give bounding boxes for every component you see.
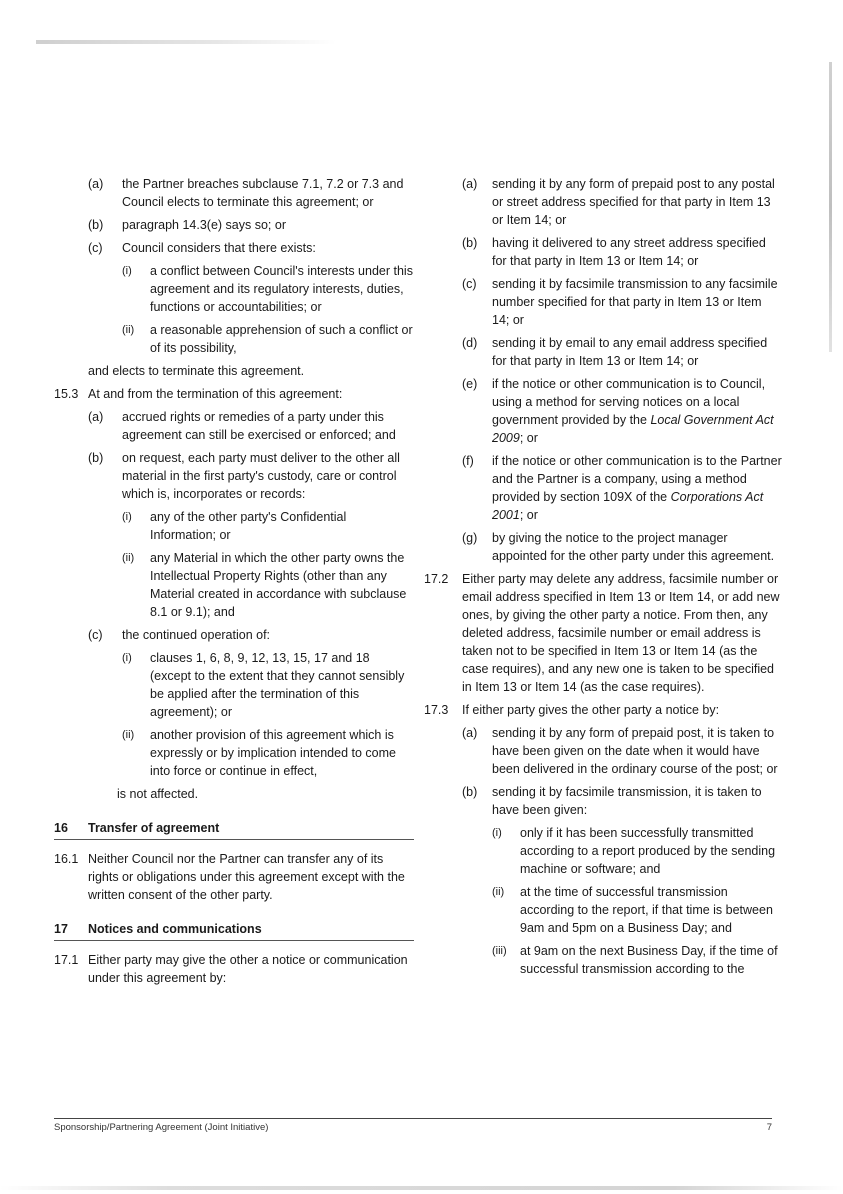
item-text: having it delivered to any street address specified for that party in Item 13 or Item 14; or — [492, 236, 766, 268]
clause-item — [54, 175, 414, 211]
item-label: (c) — [88, 241, 103, 255]
clause-17-3 — [424, 701, 782, 719]
item-text: sending it by email to any email address specified for that party in Item 13 or Item 14; or — [492, 336, 768, 368]
clause-subitem — [424, 824, 782, 878]
item-text: a conflict between Council's interests under this agreement and its regulatory interests, duties, functions or accountabilities; or — [150, 264, 413, 314]
item-label: (i) — [492, 827, 502, 839]
item-text-part: if the notice or other communication is to Council, using a method for serving notices on a local government provided by the — [492, 377, 766, 427]
item-text: at the time of successful transmission according to the report, if that time is between 9am and 5pm on a Business Day; and — [520, 885, 773, 935]
item-label: (a) — [462, 177, 478, 191]
continuation-text: is not affected. — [117, 787, 199, 801]
scan-artifact-bottom — [0, 1186, 843, 1190]
clause-subitem — [424, 883, 782, 937]
item-label: (a) — [88, 410, 104, 424]
item-label: (f) — [462, 454, 474, 468]
heading-title: Transfer of agreement — [88, 821, 220, 835]
item-label: (ii) — [122, 729, 135, 741]
item-label: (e) — [462, 377, 478, 391]
clause-15-3 — [54, 385, 414, 403]
right-column — [424, 175, 782, 983]
item-text: clauses 1, 6, 8, 9, 12, 13, 15, 17 and 18 (except to the extent that they cannot sensibly be applied after the termination of this agreement); or — [150, 651, 405, 719]
clause-16-1 — [54, 850, 414, 904]
clause-subitem — [424, 942, 782, 978]
item-label: (ii) — [122, 552, 135, 564]
item-label: (c) — [88, 628, 103, 642]
item-label: (b) — [88, 218, 104, 232]
clause-subitem — [54, 649, 414, 721]
clause-17-1 — [54, 951, 414, 987]
clause-item — [54, 408, 414, 444]
clause-subitem — [54, 549, 414, 621]
item-text: Council considers that there exists: — [122, 241, 316, 255]
item-text-part: ; or — [519, 431, 538, 445]
clause-text: Either party may delete any address, facsimile number or email address specified in Item 13 or Item 14, or add new ones, by giving the other party a notice. From then, any deleted address, facsimile number or email address is taken not to be specified in Item 13 or Item 14 (as the case requires), and any new one is taken to be specified in Item 13 or Item 14 (as the case requires). — [462, 572, 780, 694]
act-title: Corporations Act 2001 — [492, 490, 764, 522]
item-label: (b) — [462, 236, 478, 250]
item-label: (b) — [462, 785, 478, 799]
item-label: (d) — [462, 336, 478, 350]
clause-item — [54, 216, 414, 234]
clause-text: At and from the termination of this agreement: — [88, 387, 343, 401]
item-text: sending it by facsimile transmission, it is taken to have been given: — [492, 785, 762, 817]
left-column — [54, 175, 414, 992]
item-text: only if it has been successfully transmitted according to a report produced by the sending machine or software; and — [520, 826, 776, 876]
clause-text: Either party may give the other a notice or communication under this agreement by: — [88, 953, 408, 985]
item-text: accrued rights or remedies of a party under this agreement can still be exercised or enforced; and — [122, 410, 396, 442]
clause-item — [54, 449, 414, 503]
continuation-text: and elects to terminate this agreement. — [88, 364, 305, 378]
item-text: any Material in which the other party owns the Intellectual Property Rights (other than any Material created in accordance with subclause 8.1 or 9.1); and — [150, 551, 407, 619]
item-label: (b) — [88, 451, 104, 465]
item-text: sending it by any form of prepaid post, it is taken to have been given on the date when it would have been delivered in the ordinary course of the post; or — [492, 726, 778, 776]
clause-item — [424, 529, 782, 565]
item-label: (iii) — [492, 945, 507, 957]
item-label: (i) — [122, 652, 132, 664]
item-label: (a) — [462, 726, 478, 740]
item-text: a reasonable apprehension of such a conflict or of its possibility, — [150, 323, 413, 355]
item-text: paragraph 14.3(e) says so; or — [122, 218, 286, 232]
item-text-part: ; or — [519, 508, 538, 522]
clause-number: 16.1 — [54, 852, 79, 866]
clause-number: 17.2 — [424, 572, 449, 586]
clause-item — [424, 234, 782, 270]
scan-artifact-right — [829, 62, 832, 352]
clause-item — [424, 452, 782, 524]
item-label: (i) — [122, 265, 132, 277]
item-text — [492, 452, 782, 524]
scan-artifact-top — [36, 40, 336, 44]
item-text: the continued operation of: — [122, 628, 271, 642]
clause-subitem — [54, 321, 414, 357]
clause-item — [424, 275, 782, 329]
item-text — [492, 375, 782, 447]
section-heading-16 — [54, 819, 414, 840]
section-heading-17 — [54, 920, 414, 941]
item-label: (c) — [462, 277, 477, 291]
clause-item — [424, 783, 782, 819]
item-text: any of the other party's Confidential Information; or — [150, 510, 347, 542]
item-text: sending it by any form of prepaid post to any postal or street address specified for that party in Item 13 or Item 14; or — [492, 177, 775, 227]
item-label: (a) — [88, 177, 104, 191]
clause-subitem — [54, 726, 414, 780]
clause-subitem — [54, 508, 414, 544]
clause-item — [54, 239, 414, 257]
clause-number: 17.1 — [54, 953, 79, 967]
item-label: (ii) — [492, 886, 505, 898]
footer-title: Sponsorship/Partnering Agreement (Joint Initiative) — [54, 1122, 269, 1133]
clause-item — [424, 724, 782, 778]
act-title: Local Government Act 2009 — [492, 413, 774, 445]
clause-item — [54, 626, 414, 644]
clause-item — [424, 334, 782, 370]
item-text: the Partner breaches subclause 7.1, 7.2 or 7.3 and Council elects to terminate this agreement; or — [122, 177, 404, 209]
heading-title: Notices and communications — [88, 922, 262, 936]
item-text: by giving the notice to the project manager appointed for the other party under this agreement. — [492, 531, 775, 563]
clause-item — [424, 175, 782, 229]
page-number: 7 — [766, 1122, 772, 1133]
item-text: sending it by facsimile transmission to any facsimile number specified for that party in Item 13 or Item 14; or — [492, 277, 778, 327]
item-text: on request, each party must deliver to the other all material in the first party's custody, care or control which is, incorporates or records: — [122, 451, 400, 501]
item-label: (g) — [462, 531, 478, 545]
heading-number: 17 — [54, 922, 68, 936]
item-text: another provision of this agreement which is expressly or by implication intended to come into force or continue in effect, — [150, 728, 396, 778]
clause-number: 17.3 — [424, 703, 449, 717]
heading-number: 16 — [54, 821, 68, 835]
item-label: (ii) — [122, 324, 135, 336]
clause-17-2 — [424, 570, 782, 696]
page-footer — [54, 1118, 772, 1133]
clause-item — [424, 375, 782, 447]
clause-text: Neither Council nor the Partner can transfer any of its rights or obligations under this agreement except with the written consent of the other party. — [88, 852, 405, 902]
clause-number: 15.3 — [54, 387, 79, 401]
item-text-part: if the notice or other communication is to the Partner and the Partner is a company, using a method provided by section 109X of the — [492, 454, 782, 504]
item-label: (i) — [122, 511, 132, 523]
clause-subitem — [54, 262, 414, 316]
item-text: at 9am on the next Business Day, if the time of successful transmission according to the — [520, 944, 778, 976]
clause-text: If either party gives the other party a notice by: — [462, 703, 720, 717]
